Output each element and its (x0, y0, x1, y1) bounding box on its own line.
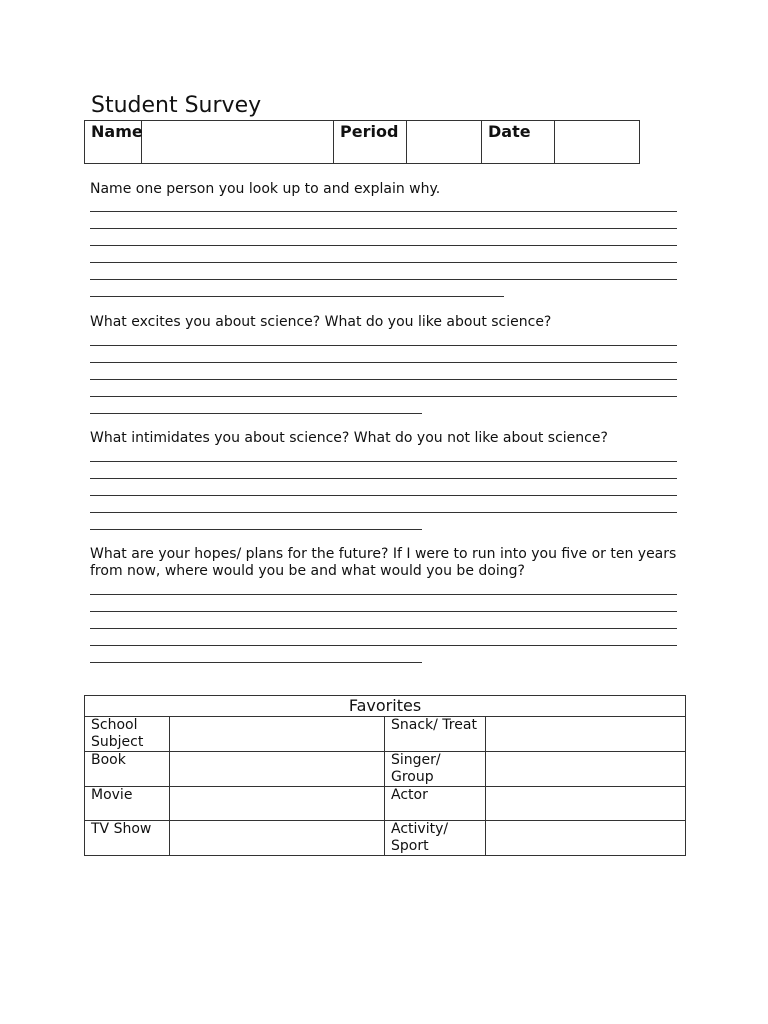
favorite-field-movie[interactable] (170, 787, 385, 821)
question-4: What are your hopes/ plans for the future? If I were to run into you five or ten years from now, where would you be and what would you be doing? (90, 546, 677, 579)
table-row (85, 752, 686, 787)
table-row (85, 787, 686, 821)
student-info-table (84, 120, 640, 164)
page-title: Student Survey (91, 93, 262, 118)
date-label: Date (482, 121, 555, 164)
answer-line[interactable] (90, 362, 677, 363)
favorite-field-snack-treat[interactable] (486, 717, 686, 752)
favorite-label-snack-treat: Snack/ Treat (385, 717, 486, 752)
question-3: What intimidates you about science? What do you not like about science? (90, 430, 608, 446)
question-1: Name one person you look up to and explain why. (90, 181, 441, 197)
answer-line[interactable] (90, 245, 677, 246)
date-field[interactable] (555, 121, 640, 164)
favorite-label-movie: Movie (85, 787, 170, 821)
favorite-field-actor[interactable] (486, 787, 686, 821)
answer-line[interactable] (90, 345, 677, 346)
favorite-field-school-subject[interactable] (170, 717, 385, 752)
favorite-label-book: Book (85, 752, 170, 787)
name-label: Name (85, 121, 142, 164)
answer-line[interactable] (90, 461, 677, 462)
answer-line[interactable] (90, 628, 677, 629)
favorite-field-activity-sport[interactable] (486, 821, 686, 856)
answer-line[interactable] (90, 662, 422, 663)
favorite-label-tv-show: TV Show (85, 821, 170, 856)
name-field[interactable] (142, 121, 334, 164)
answer-line[interactable] (90, 228, 677, 229)
table-row (85, 717, 686, 752)
favorite-label-school-subject: School Subject (85, 717, 170, 752)
answer-line[interactable] (90, 262, 677, 263)
answer-line[interactable] (90, 594, 677, 595)
answer-line[interactable] (90, 413, 422, 414)
answer-line[interactable] (90, 279, 677, 280)
answer-line[interactable] (90, 379, 677, 380)
favorite-label-singer-group: Singer/ Group (385, 752, 486, 787)
answer-line[interactable] (90, 396, 677, 397)
period-field[interactable] (407, 121, 482, 164)
answer-line[interactable] (90, 611, 677, 612)
answer-line[interactable] (90, 512, 677, 513)
answer-line[interactable] (90, 211, 677, 212)
table-row (85, 821, 686, 856)
favorite-label-actor: Actor (385, 787, 486, 821)
favorite-label-activity-sport: Activity/ Sport (385, 821, 486, 856)
question-2: What excites you about science? What do you like about science? (90, 314, 552, 330)
favorites-table (84, 695, 686, 856)
answer-line[interactable] (90, 495, 677, 496)
answer-line[interactable] (90, 296, 504, 297)
favorite-field-book[interactable] (170, 752, 385, 787)
answer-line[interactable] (90, 645, 677, 646)
favorite-field-singer-group[interactable] (486, 752, 686, 787)
answer-line[interactable] (90, 529, 422, 530)
favorite-field-tv-show[interactable] (170, 821, 385, 856)
answer-line[interactable] (90, 478, 677, 479)
period-label: Period (334, 121, 407, 164)
favorites-heading: Favorites (85, 696, 686, 717)
